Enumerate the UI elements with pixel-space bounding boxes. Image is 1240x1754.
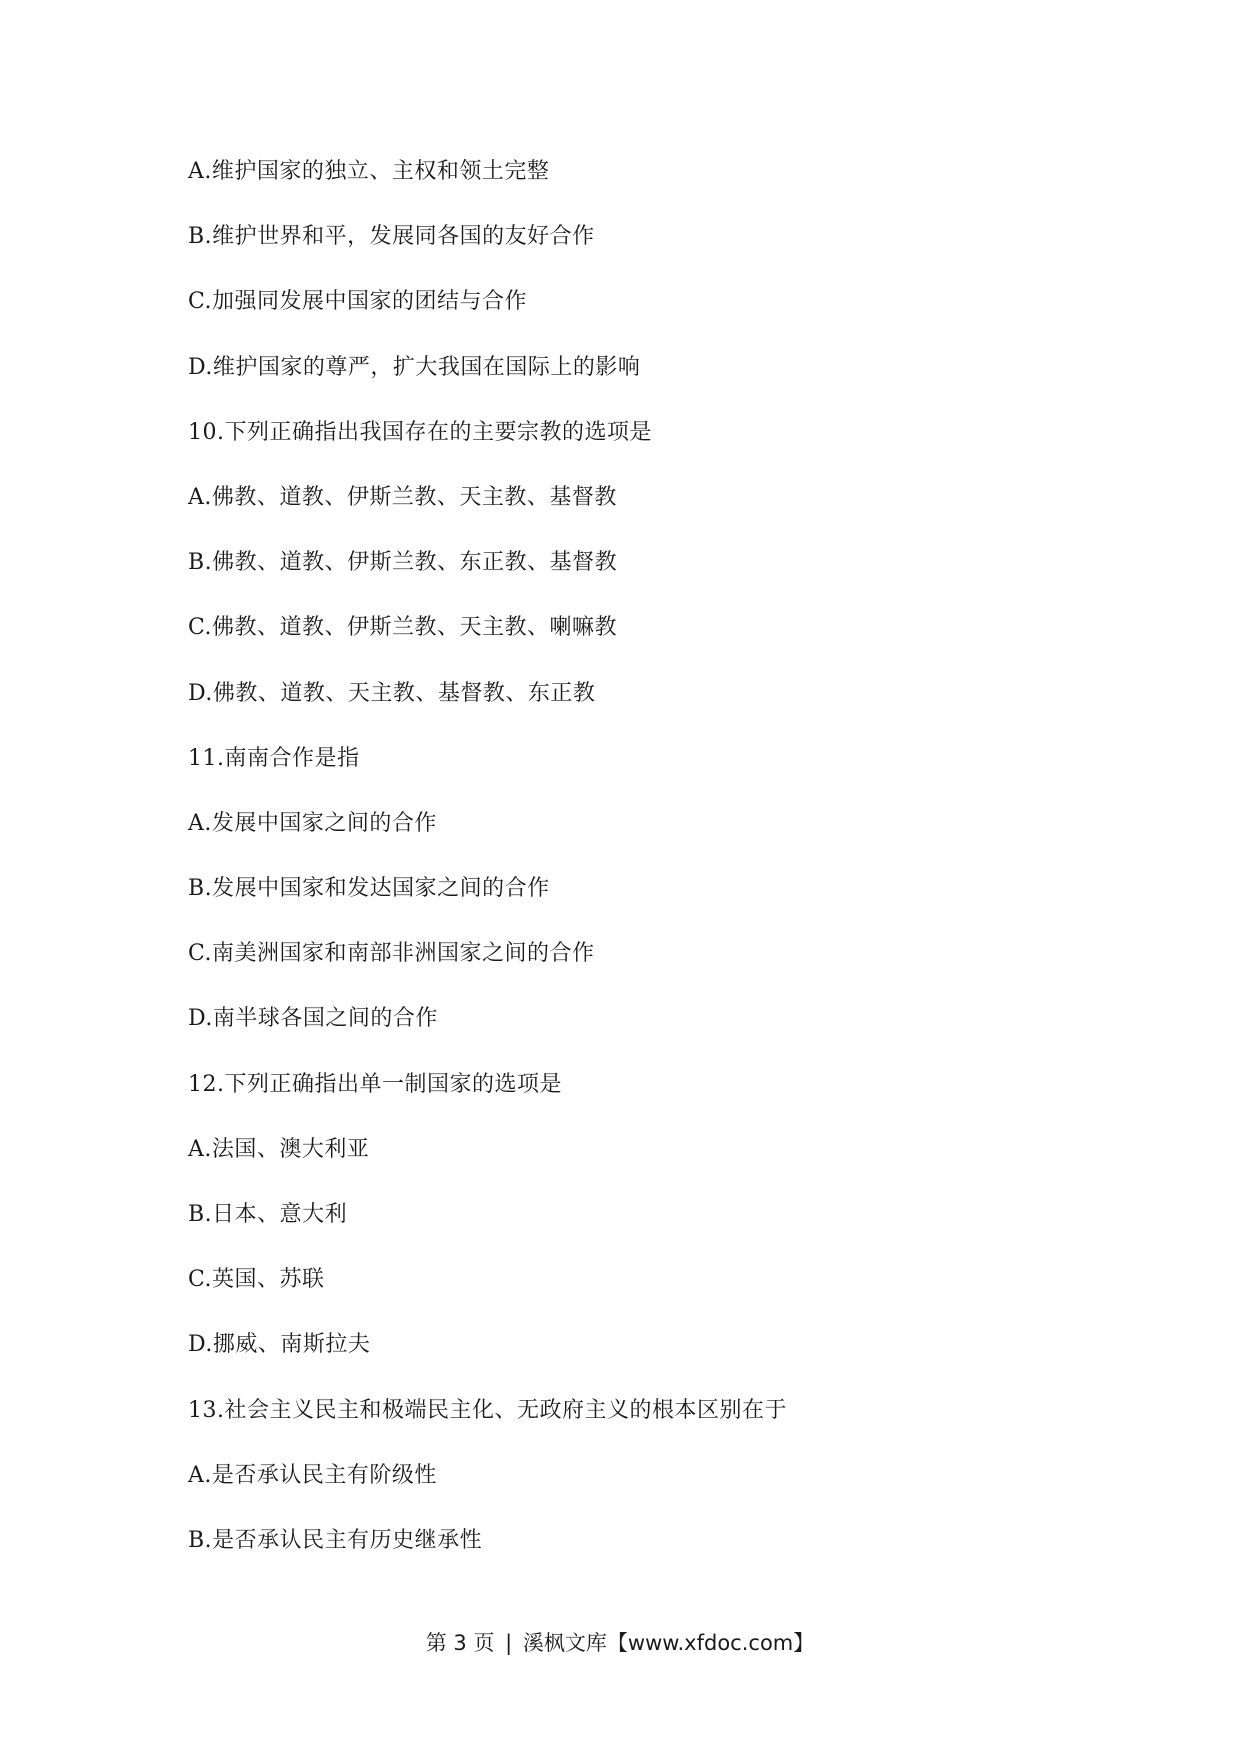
option-12c: C.英国、苏联: [188, 1267, 325, 1293]
option-10d: D.佛教、道教、天主教、基督教、东正教: [188, 680, 596, 706]
footer-separator: |: [505, 1631, 513, 1655]
question-13: 13.社会主义民主和极端民主化、无政府主义的根本区别在于: [188, 1397, 787, 1423]
option-10b: B.佛教、道教、伊斯兰教、东正教、基督教: [188, 550, 618, 576]
option-11d: D.南半球各国之间的合作: [188, 1006, 438, 1032]
question-12: 12.下列正确指出单一制国家的选项是: [188, 1071, 562, 1097]
page-number: 第 3 页: [425, 1631, 495, 1655]
option-12b: B.日本、意大利: [188, 1202, 348, 1227]
option-10a: A.佛教、道教、伊斯兰教、天主教、基督教: [188, 484, 617, 510]
option-11b: B.发展中国家和发达国家之间的合作: [188, 876, 550, 902]
option-9b: B.维护世界和平，发展同各国的友好合作: [188, 224, 595, 250]
option-11a: A.发展中国家之间的合作: [188, 810, 437, 836]
page-footer: [0, 1627, 1240, 1657]
option-11c: C.南美洲国家和南部非洲国家之间的合作: [188, 941, 595, 967]
option-12a: A.法国、澳大利亚: [188, 1136, 370, 1162]
document-body: [188, 158, 1148, 1592]
option-13a: A.是否承认民主有阶级性: [188, 1462, 437, 1488]
question-11: 11.南南合作是指: [188, 745, 360, 771]
option-9c: C.加强同发展中国家的团结与合作: [188, 289, 528, 315]
option-10c: C.佛教、道教、伊斯兰教、天主教、喇嘛教: [188, 615, 618, 641]
footer-site-link[interactable]: 溪枫文库【www.xfdoc.com】: [522, 1631, 815, 1655]
option-9d: D.维护国家的尊严，扩大我国在国际上的影响: [188, 354, 641, 380]
question-10: 10.下列正确指出我国存在的主要宗教的选项是: [188, 419, 652, 445]
option-12d: D.挪威、南斯拉夫: [188, 1332, 371, 1358]
option-9a: A.维护国家的独立、主权和领土完整: [188, 159, 550, 184]
option-13b: B.是否承认民主有历史继承性: [188, 1527, 483, 1553]
